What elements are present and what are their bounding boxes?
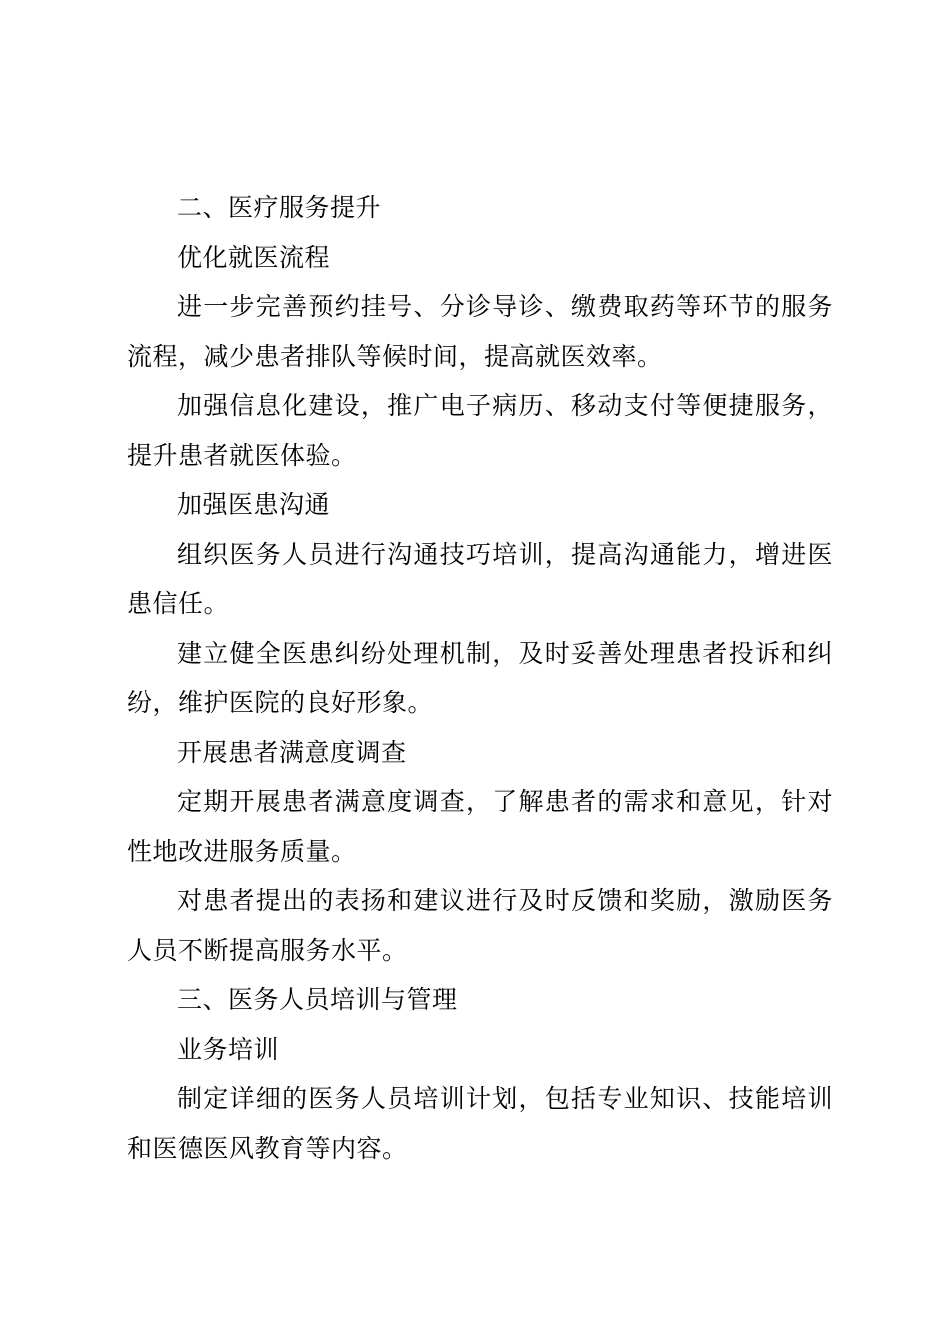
document-body: [127, 183, 833, 1173]
paragraph-dispute-mechanism: 建立健全医患纠纷处理机制，及时妥善处理患者投诉和纠纷，维护医院的良好形象。: [127, 638, 833, 717]
paragraph-feedback-reward: 对患者提出的表扬和建议进行及时反馈和奖励，激励医务人员不断提高服务水平。: [127, 886, 833, 965]
paragraph-informatization: 加强信息化建设，推广电子病历、移动支付等便捷服务，提升患者就医体验。: [127, 391, 833, 470]
subheading-satisfaction-survey: 开展患者满意度调查: [177, 737, 407, 767]
section-heading-medical-service: 二、医疗服务提升: [177, 193, 382, 222]
paragraph-communication-training: 组织医务人员进行沟通技巧培训，提高沟通能力，增进医患信任。: [127, 539, 833, 618]
subheading-optimize-process: 优化就医流程: [177, 242, 331, 272]
subheading-business-training: 业务培训: [177, 1034, 280, 1064]
section-heading-staff-training: 三、医务人员培训与管理: [177, 985, 458, 1014]
paragraph-survey: 定期开展患者满意度调查，了解患者的需求和意见，针对性地改进服务质量。: [127, 787, 833, 866]
subheading-communication: 加强医患沟通: [177, 490, 331, 519]
paragraph-process-improvement: 进一步完善预约挂号、分诊导诊、缴费取药等环节的服务流程，减少患者排队等候时间，提高就医效率。: [127, 292, 833, 371]
paragraph-training-plan: 制定详细的医务人员培训计划，包括专业知识、技能培训和医德医风教育等内容。: [127, 1084, 833, 1163]
